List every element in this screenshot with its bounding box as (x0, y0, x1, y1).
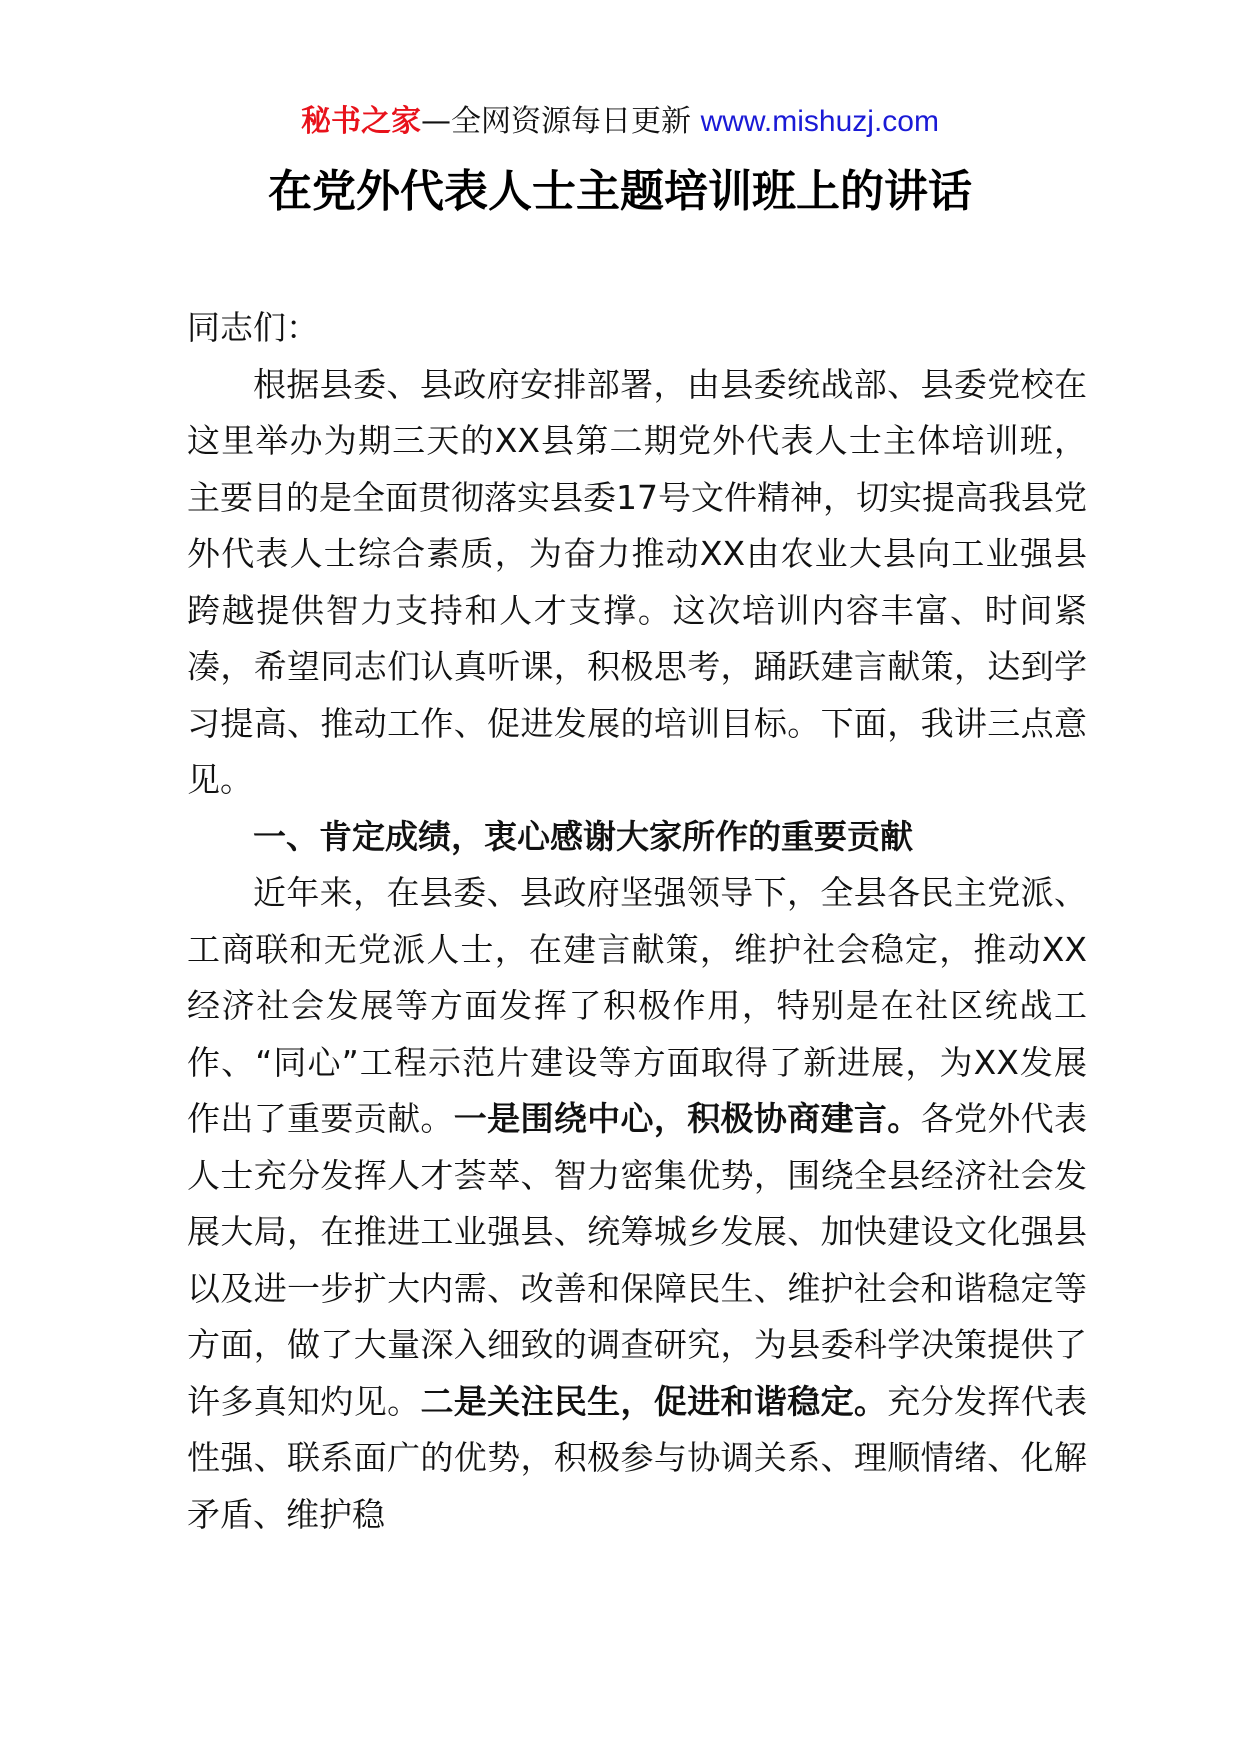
document-body (187, 300, 1087, 1543)
paragraph-text-segment: 充分发挥代表性强、联系面广的优势，积极参与协调关系、理顺情绪、化解矛盾、维护稳 (187, 1381, 1088, 1534)
paragraph-intro: 根据县委、县政府安排部署，由县委统战部、县委党校在这里举办为期三天的XX县第二期党外代表人士主体培训班，主要目的是全面贯彻落实县委17号文件精神，切实提高我县党外代表人士综合素质，为奋力推动XX由农业大县向工业强县跨越提供智力支持和人才支撑。这次培训内容丰富、时间紧凑，希望同志们认真听课，积极思考，踊跃建言献策，达到学习提高、推动工作、促进发展的培训目标。下面，我讲三点意见。 (187, 364, 1087, 799)
paragraph-text-segment: 各党外代表人士充分发挥人才荟萃、智力密集优势，围绕全县经济社会发展大局，在推进工业强县、统筹城乡发展、加快建设文化强县以及进一步扩大内需、改善和保障民生、维护社会和谐稳定等方面，做了大量深入细致的调查研究，为县委科学决策提供了许多真知灼见。 (187, 1099, 1088, 1421)
site-banner (0, 100, 1240, 144)
document-title: 在党外代表人士主题培训班上的讲话 (268, 166, 972, 217)
paragraph-text-segment: 近年来，在县委、县政府坚强领导下，全县各民主党派、工商联和无党派人士，在建言献策，维护社会稳定，推动XX经济社会发展等方面发挥了积极作用，特别是在社区统战工作、“同心”工程示范片建设等方面取得了新进展，为XX发展作出了重要贡献。 (187, 873, 1087, 1138)
banner-brand: 秘书之家 (301, 104, 422, 139)
salutation: 同志们： (187, 308, 319, 347)
section-heading-1: 一、肯定成绩，衷心感谢大家所作的重要贡献 (253, 816, 913, 856)
banner-url-link[interactable]: www.mishuzj.com (700, 105, 939, 138)
paragraph-achievements (187, 865, 1087, 1543)
bold-point-2: 二是关注民生，促进和谐稳定。 (420, 1381, 888, 1421)
bold-point-1: 一是围绕中心，积极协商建言。 (453, 1099, 921, 1138)
banner-tagline: —全网资源每日更新 (421, 104, 701, 139)
